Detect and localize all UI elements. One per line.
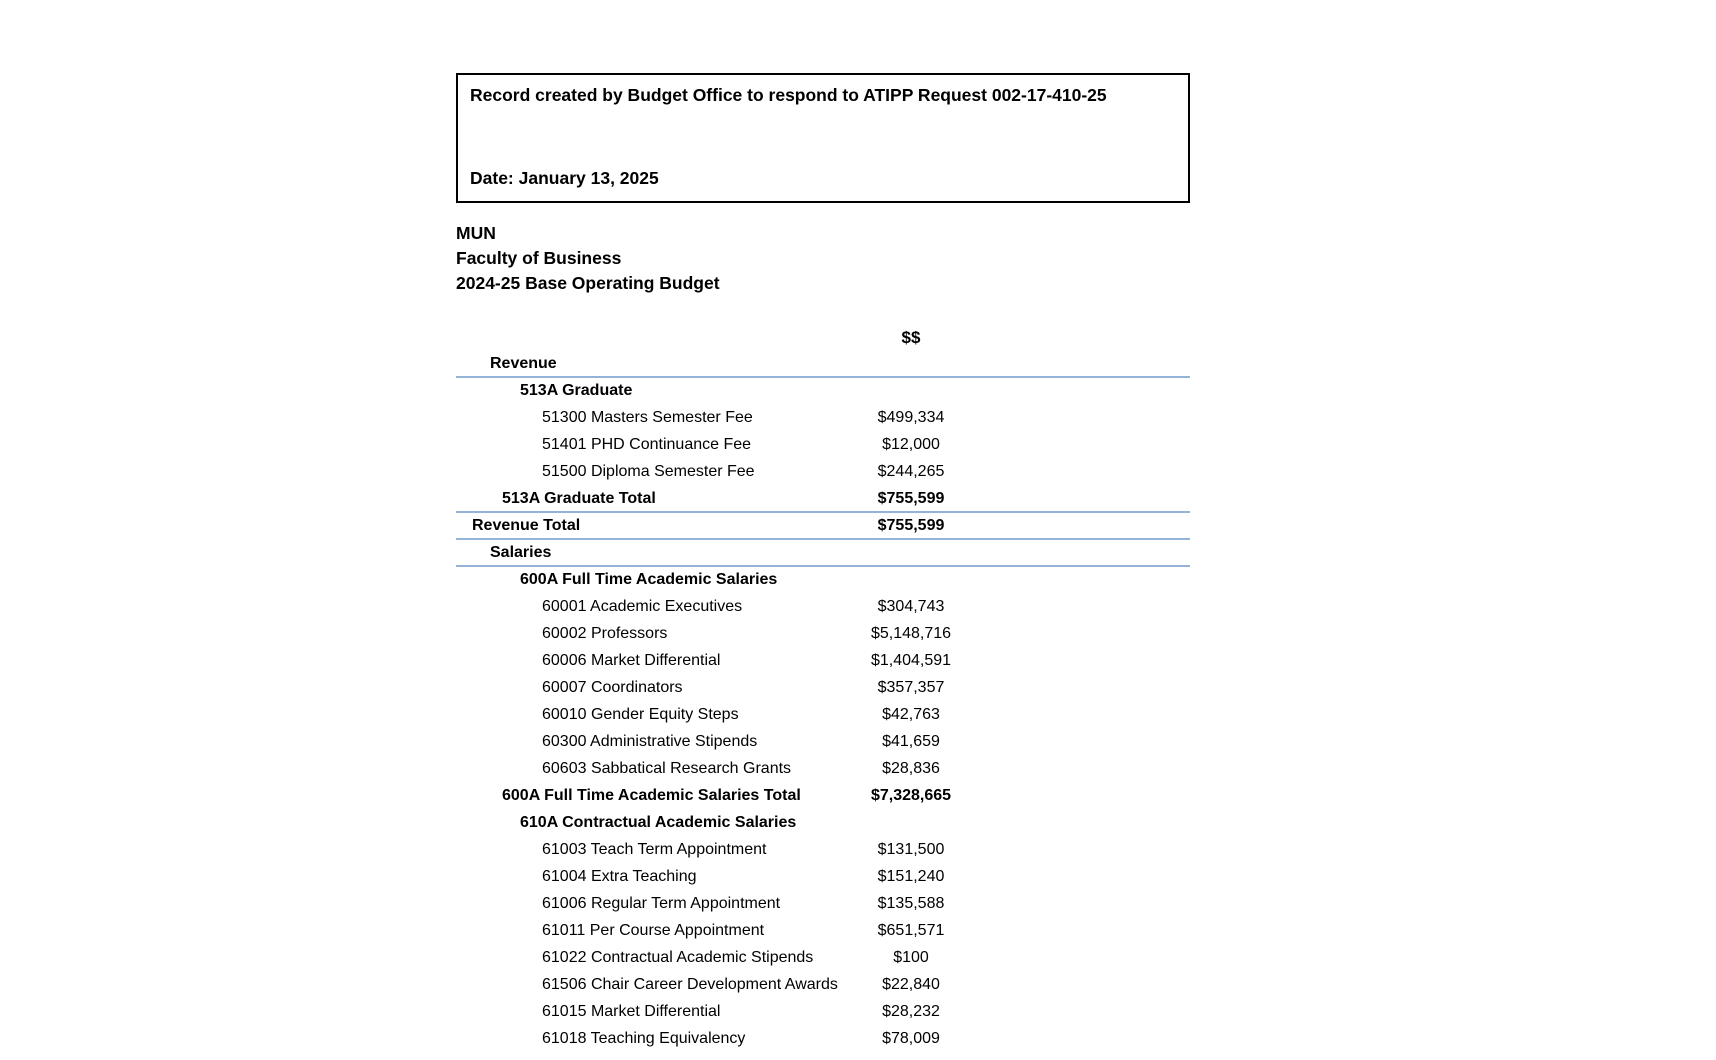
table-row <box>456 405 1190 432</box>
row-value: $651,571 <box>877 922 945 939</box>
table-row <box>456 675 1190 702</box>
table-row <box>456 594 1190 621</box>
row-value: $5,148,716 <box>870 625 952 642</box>
row-value: $78,009 <box>882 1030 940 1047</box>
row-value: $12,000 <box>882 436 940 453</box>
row-label: 60007 Coordinators <box>542 679 683 696</box>
budget-year-title: 2024-25 Base Operating Budget <box>456 273 720 293</box>
row-value: $135,588 <box>877 895 945 912</box>
row-label: 513A Graduate Total <box>502 490 656 507</box>
record-date-line: Date: January 13, 2025 <box>470 168 659 188</box>
row-value: $755,599 <box>877 517 945 534</box>
table-row <box>456 648 1190 675</box>
row-label: 61018 Teaching Equivalency <box>542 1030 746 1047</box>
row-label: 610A Contractual Academic Salaries <box>520 814 797 831</box>
table-row <box>456 891 1190 918</box>
row-value: $28,836 <box>882 760 940 777</box>
row-label: 600A Full Time Academic Salaries <box>520 571 778 588</box>
table-row <box>456 729 1190 756</box>
row-value: $42,763 <box>882 706 940 723</box>
table-row <box>456 864 1190 891</box>
row-label: Salaries <box>490 544 552 561</box>
table-row <box>456 945 1190 972</box>
row-label: Revenue <box>490 355 557 372</box>
table-row <box>456 378 1190 405</box>
record-created-line: Record created by Budget Office to respond to ATIPP Request 002-17-410-25 <box>470 85 1107 105</box>
row-label: 61004 Extra Teaching <box>542 868 697 885</box>
row-label: 600A Full Time Academic Salaries Total <box>502 787 801 804</box>
row-value: $100 <box>893 949 929 966</box>
table-row <box>456 459 1190 486</box>
row-label: 60010 Gender Equity Steps <box>542 706 739 723</box>
row-value: $755,599 <box>877 490 945 507</box>
row-label: 60603 Sabbatical Research Grants <box>542 760 792 777</box>
table-row <box>456 621 1190 648</box>
row-label: 61003 Teach Term Appointment <box>542 841 767 858</box>
table-row <box>456 432 1190 459</box>
atipp-record-box <box>456 73 1190 203</box>
row-value: $1,404,591 <box>870 652 952 669</box>
row-value: $244,265 <box>877 463 945 480</box>
row-value: $7,328,665 <box>870 787 952 804</box>
row-value: $151,240 <box>877 868 945 885</box>
amount-column-header: $$ <box>901 328 921 347</box>
table-row <box>456 486 1190 513</box>
table-row <box>456 783 1190 810</box>
org-name: MUN <box>456 223 496 243</box>
row-label: 51500 Diploma Semester Fee <box>542 463 755 480</box>
row-value: $131,500 <box>877 841 945 858</box>
row-label: 61006 Regular Term Appointment <box>542 895 781 912</box>
table-row <box>456 540 1190 567</box>
table-row <box>456 1026 1190 1053</box>
amount-column-header-row <box>456 324 1190 351</box>
table-row <box>456 810 1190 837</box>
table-row <box>456 837 1190 864</box>
row-value: $304,743 <box>877 598 945 615</box>
table-row <box>456 756 1190 783</box>
table-row <box>456 972 1190 999</box>
row-label: 60006 Market Differential <box>542 652 721 669</box>
row-value: $28,232 <box>882 1003 940 1020</box>
row-label: 61506 Chair Career Development Awards <box>542 976 838 993</box>
row-label: 60001 Academic Executives <box>542 598 743 615</box>
row-value: $499,334 <box>877 409 945 426</box>
table-row <box>456 702 1190 729</box>
row-label: 61022 Contractual Academic Stipends <box>542 949 814 966</box>
row-label: 51401 PHD Continuance Fee <box>542 436 752 453</box>
table-row <box>456 918 1190 945</box>
budget-table <box>456 351 1190 1053</box>
table-row <box>456 513 1190 540</box>
row-label: 60002 Professors <box>542 625 668 642</box>
row-value: $22,840 <box>882 976 940 993</box>
row-label: 61015 Market Differential <box>542 1003 721 1020</box>
table-row <box>456 351 1190 378</box>
budget-document <box>456 73 1190 1053</box>
table-row <box>456 999 1190 1026</box>
table-row <box>456 567 1190 594</box>
row-label: 61011 Per Course Appointment <box>542 922 765 939</box>
row-label: 513A Graduate <box>520 382 633 399</box>
row-label: Revenue Total <box>472 517 581 534</box>
row-label: 51300 Masters Semester Fee <box>542 409 753 426</box>
faculty-name: Faculty of Business <box>456 248 622 268</box>
row-value: $41,659 <box>882 733 940 750</box>
row-label: 60300 Administrative Stipends <box>542 733 758 750</box>
row-value: $357,357 <box>877 679 945 696</box>
document-title-block <box>456 221 1190 296</box>
